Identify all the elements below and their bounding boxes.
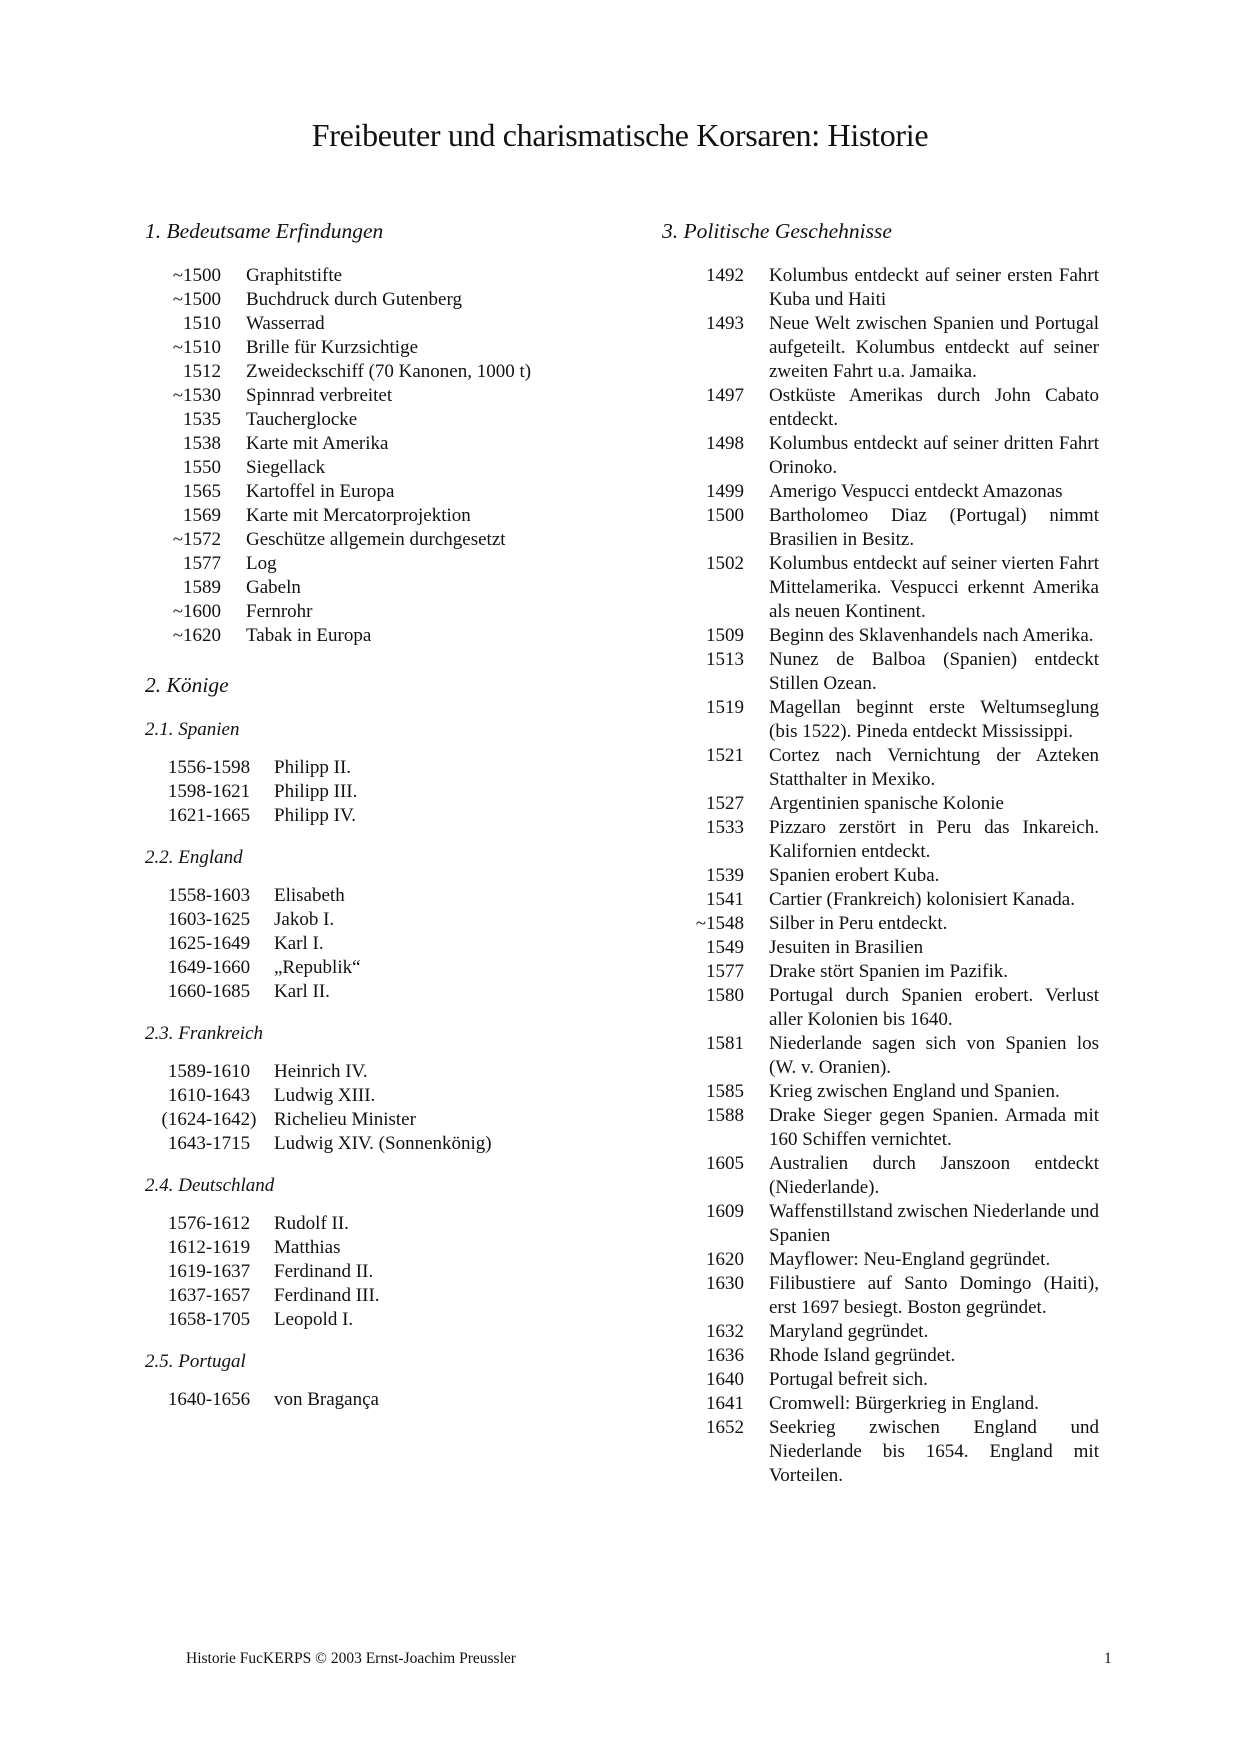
event-row xyxy=(662,1416,1102,1488)
politics-list xyxy=(662,264,1102,1488)
kings-subheading: 2.2. England xyxy=(145,847,243,868)
event-text: Pizzaro zerstört in Peru das Inkareich. Kalifornien entdeckt. xyxy=(769,817,1099,862)
event-date: 1533 xyxy=(706,817,744,838)
event-row xyxy=(662,624,1102,648)
event-date: 1641 xyxy=(706,1393,744,1414)
invention-text: Karte mit Mercatorprojektion xyxy=(246,505,471,526)
monarch-name: „Republik“ xyxy=(274,957,361,978)
invention-date: 1589 xyxy=(183,577,221,598)
invention-text: Log xyxy=(246,553,277,574)
event-row xyxy=(662,504,1102,552)
invention-date: ~1500 xyxy=(172,265,221,286)
event-date: 1652 xyxy=(706,1417,744,1438)
event-row xyxy=(662,312,1102,384)
reign-years: 1619-1637 xyxy=(167,1261,251,1282)
event-row xyxy=(662,432,1102,480)
invention-date: ~1500 xyxy=(172,289,221,310)
invention-text: Graphitstifte xyxy=(246,265,343,286)
kings-subheading: 2.5. Portugal xyxy=(145,1351,246,1372)
event-text: Filibustiere auf Santo Domingo (Haiti), erst 1697 besiegt. Boston gegründet. xyxy=(769,1273,1099,1318)
event-date: 1539 xyxy=(706,865,744,886)
politics-heading: 3. Politische Geschehnisse xyxy=(662,219,892,243)
kings-subheading: 2.4. Deutschland xyxy=(145,1175,275,1196)
monarch-row xyxy=(145,956,635,980)
monarch-name: von Bragança xyxy=(274,1389,379,1410)
event-date: 1640 xyxy=(706,1369,744,1390)
reign-years: 1640-1656 xyxy=(167,1389,251,1410)
event-row xyxy=(662,984,1102,1032)
monarch-row xyxy=(145,1284,635,1308)
monarch-name: Philipp IV. xyxy=(274,805,357,826)
reign-years: (1624-1642) xyxy=(161,1109,257,1130)
invention-date: 1535 xyxy=(183,409,221,430)
monarch-name: Matthias xyxy=(274,1237,341,1258)
monarch-name: Heinrich IV. xyxy=(274,1061,368,1082)
event-row xyxy=(662,1272,1102,1320)
event-date: 1620 xyxy=(706,1249,744,1270)
monarch-row xyxy=(145,1236,635,1260)
event-row xyxy=(662,1104,1102,1152)
event-row xyxy=(662,552,1102,624)
event-text: Waffenstillstand zwischen Niederlande und Spanien xyxy=(769,1201,1099,1246)
kings-group xyxy=(145,1174,635,1332)
monarch-row xyxy=(145,980,635,1004)
monarch-row xyxy=(145,1260,635,1284)
event-text: Kolumbus entdeckt auf seiner ersten Fahrt Kuba und Haiti xyxy=(769,265,1099,310)
event-date: 1636 xyxy=(706,1345,744,1366)
invention-row xyxy=(145,432,635,456)
event-text: Cartier (Frankreich) kolonisiert Kanada. xyxy=(769,889,1075,910)
event-text: Neue Welt zwischen Spanien und Portugal aufgeteilt. Kolumbus entdeckt auf seiner zweiten Fahrt u.a. Jamaika. xyxy=(769,313,1099,382)
event-date: 1630 xyxy=(706,1273,744,1294)
event-text: Drake stört Spanien im Pazifik. xyxy=(769,961,1009,982)
event-text: Kolumbus entdeckt auf seiner vierten Fahrt Mittelamerika. Vespucci erkennt Amerika als neuen Kontinent. xyxy=(769,553,1099,622)
invention-date: 1550 xyxy=(183,457,221,478)
event-date: ~1548 xyxy=(695,913,744,934)
monarch-row xyxy=(145,804,635,828)
event-text: Portugal befreit sich. xyxy=(769,1369,928,1390)
event-date: 1605 xyxy=(706,1153,744,1174)
invention-row xyxy=(145,408,635,432)
event-row xyxy=(662,1344,1102,1368)
invention-text: Karte mit Amerika xyxy=(246,433,389,454)
invention-date: 1577 xyxy=(183,553,221,574)
invention-row xyxy=(145,360,635,384)
monarch-name: Jakob I. xyxy=(274,909,335,930)
reign-years: 1603-1625 xyxy=(167,909,251,930)
event-text: Nunez de Balboa (Spanien) entdeckt Stillen Ozean. xyxy=(769,649,1099,694)
monarch-name: Leopold I. xyxy=(274,1309,354,1330)
monarch-row xyxy=(145,1308,635,1332)
kings-group xyxy=(145,718,635,828)
kings-group xyxy=(145,1022,635,1156)
inventions-heading: 1. Bedeutsame Erfindungen xyxy=(145,219,384,243)
reign-years: 1598-1621 xyxy=(167,781,251,802)
event-text: Krieg zwischen England und Spanien. xyxy=(769,1081,1060,1102)
event-row xyxy=(662,696,1102,744)
reign-years: 1658-1705 xyxy=(167,1309,251,1330)
monarch-row xyxy=(145,932,635,956)
monarch-row xyxy=(145,908,635,932)
monarch-row xyxy=(145,1212,635,1236)
event-text: Mayflower: Neu-England gegründet. xyxy=(769,1249,1051,1270)
event-row xyxy=(662,1320,1102,1344)
event-date: 1499 xyxy=(706,481,744,502)
monarch-name: Philipp II. xyxy=(274,757,352,778)
monarch-name: Rudolf II. xyxy=(274,1213,349,1234)
monarch-name: Karl II. xyxy=(274,981,330,1002)
invention-row xyxy=(145,384,635,408)
event-date: 1519 xyxy=(706,697,744,718)
invention-row xyxy=(145,336,635,360)
event-text: Bartholomeo Diaz (Portugal) nimmt Brasilien in Besitz. xyxy=(769,505,1099,550)
invention-text: Buchdruck durch Gutenberg xyxy=(246,289,462,310)
event-date: 1581 xyxy=(706,1033,744,1054)
monarch-name: Elisabeth xyxy=(274,885,345,906)
event-date: 1585 xyxy=(706,1081,744,1102)
invention-text: Kartoffel in Europa xyxy=(246,481,395,502)
event-date: 1527 xyxy=(706,793,744,814)
monarch-name: Ludwig XIII. xyxy=(274,1085,376,1106)
event-text: Maryland gegründet. xyxy=(769,1321,929,1342)
invention-date: ~1620 xyxy=(172,625,221,646)
invention-row xyxy=(145,480,635,504)
invention-row xyxy=(145,288,635,312)
event-row xyxy=(662,480,1102,504)
invention-row xyxy=(145,504,635,528)
event-text: Cortez nach Vernichtung der Azteken Statthalter in Mexiko. xyxy=(769,745,1099,790)
reign-years: 1556-1598 xyxy=(167,757,251,778)
monarch-name: Ferdinand II. xyxy=(274,1261,374,1282)
kings-subheading: 2.3. Frankreich xyxy=(145,1023,264,1044)
event-date: 1541 xyxy=(706,889,744,910)
event-date: 1632 xyxy=(706,1321,744,1342)
event-row xyxy=(662,1032,1102,1080)
right-column xyxy=(662,218,1102,1488)
reign-years: 1637-1657 xyxy=(167,1285,251,1306)
invention-date: ~1510 xyxy=(172,337,221,358)
reign-years: 1660-1685 xyxy=(167,981,251,1002)
event-text: Argentinien spanische Kolonie xyxy=(769,793,1004,814)
event-row xyxy=(662,960,1102,984)
event-row xyxy=(662,816,1102,864)
page-number: 1 xyxy=(1104,1650,1112,1667)
event-row xyxy=(662,1368,1102,1392)
kings-group xyxy=(145,1350,635,1412)
event-text: Seekrieg zwischen England und Niederlande bis 1654. England mit Vorteilen. xyxy=(769,1417,1099,1486)
reign-years: 1612-1619 xyxy=(167,1237,251,1258)
event-text: Silber in Peru entdeckt. xyxy=(769,913,948,934)
event-date: 1493 xyxy=(706,313,744,334)
invention-row xyxy=(145,552,635,576)
event-row xyxy=(662,1392,1102,1416)
event-row xyxy=(662,888,1102,912)
monarch-name: Philipp III. xyxy=(274,781,358,802)
footer-text: Historie FucKERPS © 2003 Ernst-Joachim Preussler xyxy=(186,1650,516,1667)
kings-heading: 2. Könige xyxy=(145,673,229,697)
event-date: 1498 xyxy=(706,433,744,454)
invention-text: Tabak in Europa xyxy=(246,625,372,646)
reign-years: 1558-1603 xyxy=(167,885,251,906)
event-date: 1549 xyxy=(706,937,744,958)
event-text: Amerigo Vespucci entdeckt Amazonas xyxy=(769,481,1063,502)
event-row xyxy=(662,936,1102,960)
monarch-row xyxy=(145,1388,635,1412)
reign-years: 1621-1665 xyxy=(167,805,251,826)
event-date: 1521 xyxy=(706,745,744,766)
invention-text: Wasserrad xyxy=(246,313,325,334)
invention-text: Geschütze allgemein durchgesetzt xyxy=(246,529,506,550)
invention-text: Zweideckschiff (70 Kanonen, 1000 t) xyxy=(246,361,532,382)
invention-text: Gabeln xyxy=(246,577,301,598)
invention-text: Brille für Kurzsichtige xyxy=(246,337,419,358)
invention-text: Spinnrad verbreitet xyxy=(246,385,393,406)
reign-years: 1589-1610 xyxy=(167,1061,251,1082)
invention-row xyxy=(145,576,635,600)
event-date: 1577 xyxy=(706,961,744,982)
event-text: Australien durch Janszoon entdeckt (Niederlande). xyxy=(769,1153,1099,1198)
event-row xyxy=(662,912,1102,936)
event-row xyxy=(662,864,1102,888)
left-column xyxy=(145,218,635,1414)
invention-row xyxy=(145,456,635,480)
monarch-row xyxy=(145,780,635,804)
event-text: Drake Sieger gegen Spanien. Armada mit 160 Schiffen vernichtet. xyxy=(769,1105,1099,1150)
monarch-name: Richelieu Minister xyxy=(274,1109,416,1130)
event-text: Beginn des Sklavenhandels nach Amerika. xyxy=(769,625,1094,646)
event-date: 1492 xyxy=(706,265,744,286)
reign-years: 1610-1643 xyxy=(167,1085,251,1106)
invention-row xyxy=(145,600,635,624)
invention-date: ~1600 xyxy=(172,601,221,622)
event-row xyxy=(662,1248,1102,1272)
invention-date: 1538 xyxy=(183,433,221,454)
event-text: Magellan beginnt erste Weltumseglung (bis 1522). Pineda entdeckt Mississippi. xyxy=(769,697,1099,742)
event-date: 1580 xyxy=(706,985,744,1006)
monarch-row xyxy=(145,1084,635,1108)
invention-row xyxy=(145,312,635,336)
event-date: 1500 xyxy=(706,505,744,526)
invention-date: 1512 xyxy=(183,361,221,382)
invention-date: 1510 xyxy=(183,313,221,334)
event-text: Ostküste Amerikas durch John Cabato entdeckt. xyxy=(769,385,1099,430)
event-row xyxy=(662,1152,1102,1200)
event-row xyxy=(662,264,1102,312)
invention-date: ~1572 xyxy=(172,529,221,550)
reign-years: 1643-1715 xyxy=(167,1133,251,1154)
event-row xyxy=(662,648,1102,696)
event-date: 1509 xyxy=(706,625,744,646)
event-text: Jesuiten in Brasilien xyxy=(769,937,924,958)
invention-date: ~1530 xyxy=(172,385,221,406)
monarch-row xyxy=(145,756,635,780)
monarch-row xyxy=(145,884,635,908)
event-text: Portugal durch Spanien erobert. Verlust aller Kolonien bis 1640. xyxy=(769,985,1099,1030)
event-text: Kolumbus entdeckt auf seiner dritten Fahrt Orinoko. xyxy=(769,433,1099,478)
monarch-name: Karl I. xyxy=(274,933,324,954)
reign-years: 1649-1660 xyxy=(167,957,251,978)
reign-years: 1625-1649 xyxy=(167,933,251,954)
event-date: 1588 xyxy=(706,1105,744,1126)
event-row xyxy=(662,792,1102,816)
reign-years: 1576-1612 xyxy=(167,1213,251,1234)
invention-text: Taucherglocke xyxy=(246,409,358,430)
event-row xyxy=(662,1200,1102,1248)
kings-groups xyxy=(145,718,635,1412)
event-date: 1609 xyxy=(706,1201,744,1222)
event-date: 1502 xyxy=(706,553,744,574)
monarch-row xyxy=(145,1132,635,1156)
monarch-name: Ferdinand III. xyxy=(274,1285,380,1306)
kings-subheading: 2.1. Spanien xyxy=(145,719,240,740)
monarch-name: Ludwig XIV. (Sonnenkönig) xyxy=(274,1133,492,1154)
event-text: Rhode Island gegründet. xyxy=(769,1345,956,1366)
event-row xyxy=(662,1080,1102,1104)
monarch-row xyxy=(145,1060,635,1084)
invention-date: 1569 xyxy=(183,505,221,526)
event-text: Niederlande sagen sich von Spanien los (W. v. Oranien). xyxy=(769,1033,1099,1078)
invention-row xyxy=(145,624,635,648)
page-title: Freibeuter und charismatische Korsaren: Historie xyxy=(311,117,929,153)
invention-row xyxy=(145,528,635,552)
invention-text: Fernrohr xyxy=(246,601,313,622)
event-text: Spanien erobert Kuba. xyxy=(769,865,940,886)
event-row xyxy=(662,744,1102,792)
invention-text: Siegellack xyxy=(246,457,326,478)
event-row xyxy=(662,384,1102,432)
event-text: Cromwell: Bürgerkrieg in England. xyxy=(769,1393,1039,1414)
event-date: 1497 xyxy=(706,385,744,406)
invention-date: 1565 xyxy=(183,481,221,502)
event-date: 1513 xyxy=(706,649,744,670)
monarch-row xyxy=(145,1108,635,1132)
invention-row xyxy=(145,264,635,288)
kings-group xyxy=(145,846,635,1004)
inventions-list xyxy=(145,264,635,648)
